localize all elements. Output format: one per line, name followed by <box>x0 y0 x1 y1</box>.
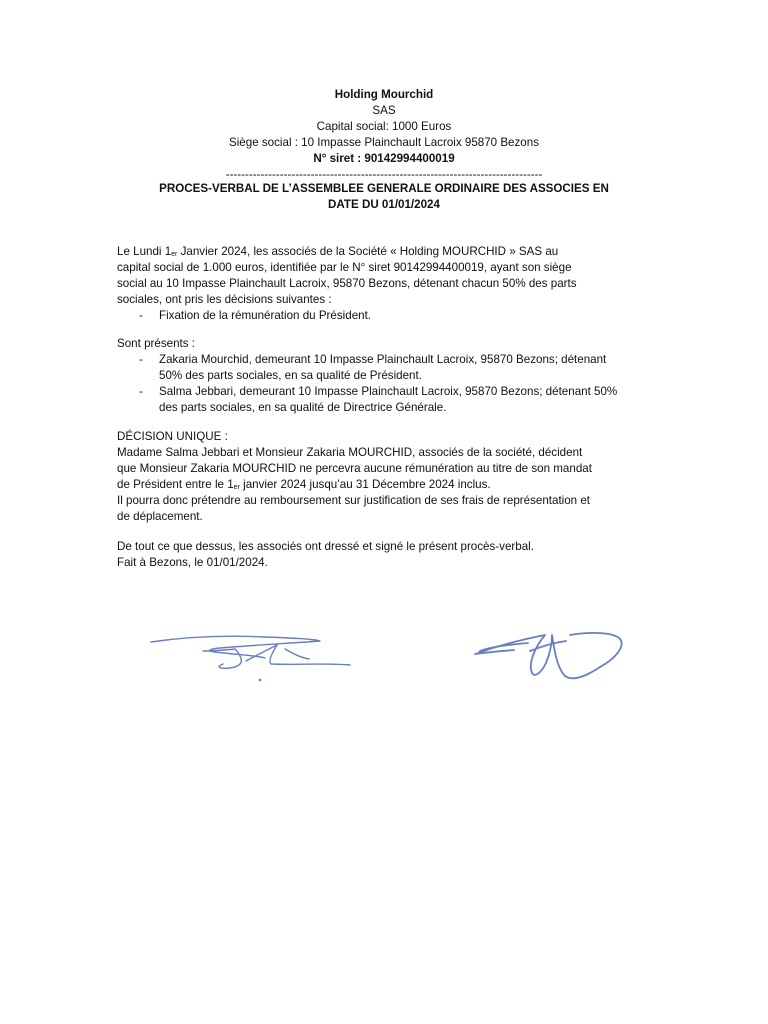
attendee-2-line-2: des parts sociales, en sa qualité de Directrice Générale. <box>159 401 447 414</box>
share-capital: Capital social: 1000 Euros <box>316 120 452 133</box>
decision-line-4: Il pourra donc prétendre au remboursement sur justification de ses frais de représentation et <box>117 494 591 507</box>
attendee-item-cont <box>117 400 617 416</box>
company-name: Holding Mourchid <box>334 88 434 101</box>
agenda-item <box>117 308 617 324</box>
attendee-item <box>117 352 617 368</box>
signature-right <box>470 625 635 685</box>
title-line-1: PROCES-VERBAL DE L’ASSEMBLEE GENERALE ORDINAIRE DES ASSOCIES EN <box>159 182 609 195</box>
attendee-item <box>117 384 617 400</box>
decision-line-2: que Monsieur Zakaria MOURCHID ne percevra aucune rémunération au titre de son mandat <box>117 462 592 475</box>
decision-line-3 <box>117 477 617 493</box>
attendees-section <box>117 336 617 416</box>
attendees-heading: Sont présents : <box>117 337 195 350</box>
bullet-dash: - <box>139 353 143 366</box>
intro-line-1a: Le Lundi 1 <box>117 245 172 258</box>
decision-line-3a: de Président entre le 1 <box>117 478 234 491</box>
attendee-1-line-2: 50% des parts sociales, en sa qualité de Président. <box>159 369 422 382</box>
title-line-2: DATE DU 01/01/2024 <box>328 198 440 211</box>
legal-form: SAS <box>372 104 396 117</box>
decision-heading: DÉCISION UNIQUE : <box>117 430 228 443</box>
attendee-2-line-1: Salma Jebbari, demeurant 10 Impasse Plainchault Lacroix, 95870 Bezons; détenant 50% <box>159 385 618 398</box>
decision-section <box>117 429 617 525</box>
siret-number: N° siret : 90142994400019 <box>313 152 455 165</box>
attendee-item-cont <box>117 368 617 384</box>
intro-line-4: sociales, ont pris les décisions suivantes : <box>117 293 332 306</box>
intro-line-1 <box>117 244 617 260</box>
intro-line-2: capital social de 1.000 euros, identifiée par le N° siret 90142994400019, ayant son siège <box>117 261 572 274</box>
ordinal-suffix: er <box>171 251 178 258</box>
bullet-dash: - <box>139 385 143 398</box>
decision-line-1: Madame Salma Jebbari et Monsieur Zakaria MOURCHID, associés de la société, décident <box>117 446 583 459</box>
document-title <box>0 181 768 213</box>
signature-left <box>145 625 365 690</box>
intro-line-1b: Janvier 2024, les associés de la Société « Holding MOURCHID » SAS au <box>177 245 559 258</box>
decision-line-5: de déplacement. <box>117 510 203 523</box>
company-header <box>0 87 768 183</box>
bullet-dash: - <box>139 309 143 322</box>
closing-section <box>117 539 617 571</box>
attendee-1-line-1: Zakaria Mourchid, demeurant 10 Impasse Plainchault Lacroix, 95870 Bezons; détenant <box>159 353 607 366</box>
intro-paragraph <box>117 244 617 324</box>
ordinal-suffix: er <box>233 484 240 491</box>
registered-office: Siège social : 10 Impasse Plainchault Lacroix 95870 Bezons <box>229 136 539 149</box>
intro-line-3: social au 10 Impasse Plainchault Lacroix, 95870 Bezons, détenant chacun 50% des parts <box>117 277 577 290</box>
header-separator: ---------------------------------------------------------------------------------- <box>225 168 543 181</box>
closing-line-2: Fait à Bezons, le 01/01/2024. <box>117 556 268 569</box>
agenda-item-text: Fixation de la rémunération du Président. <box>159 309 372 322</box>
decision-line-3b: janvier 2024 jusqu’au 31 Décembre 2024 inclus. <box>239 478 491 491</box>
closing-line-1: De tout ce que dessus, les associés ont dressé et signé le présent procès-verbal. <box>117 540 534 553</box>
